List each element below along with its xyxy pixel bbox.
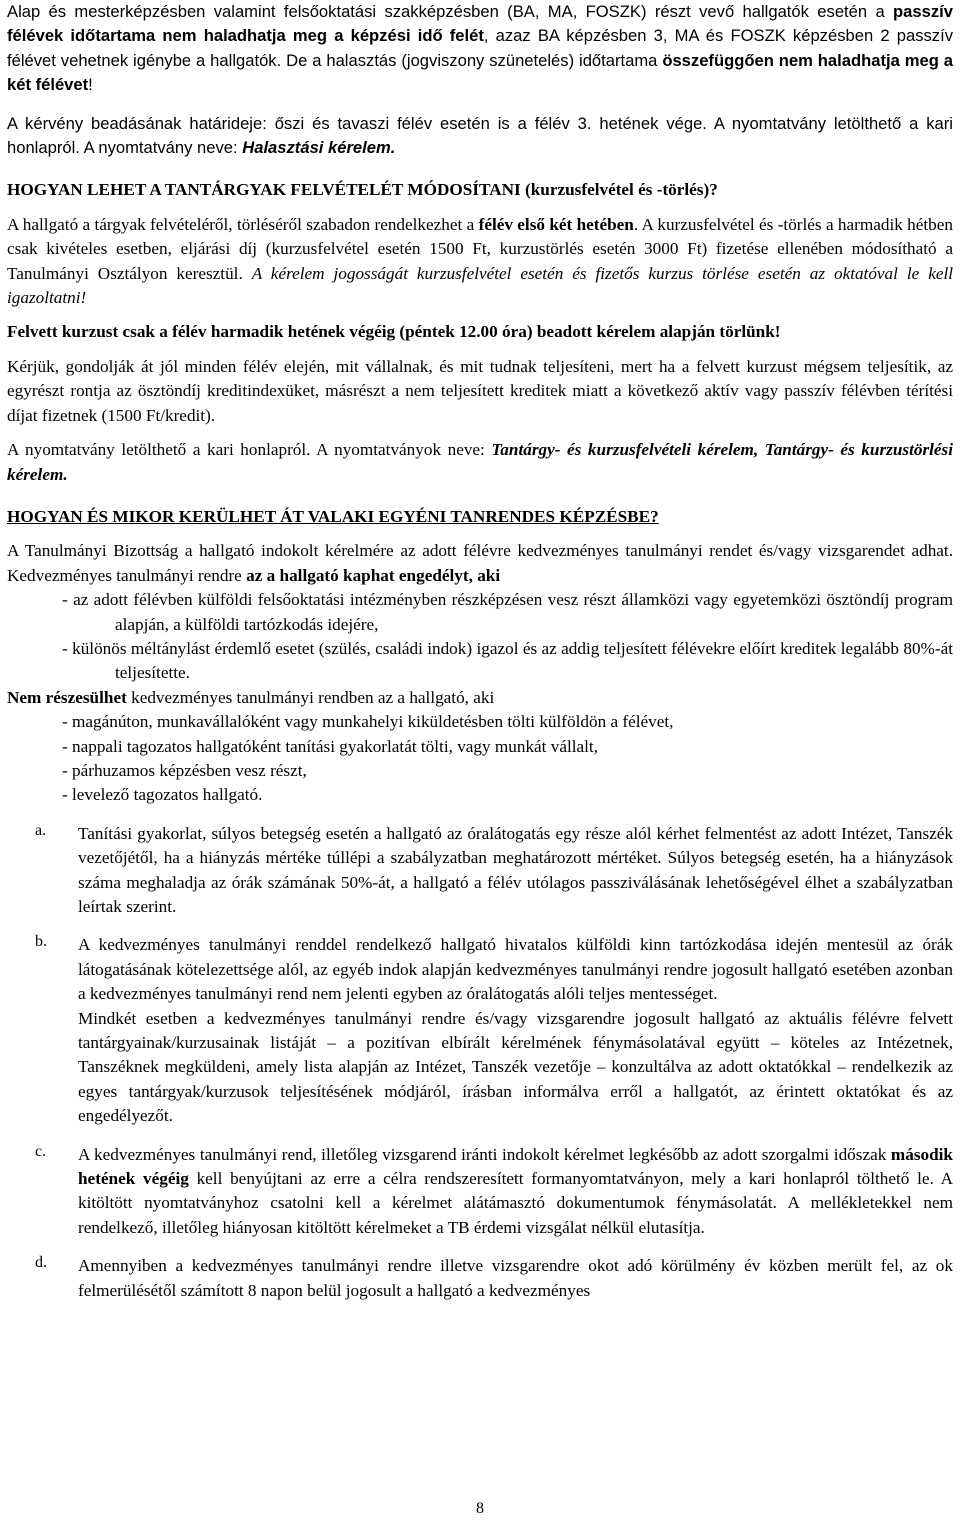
item-label: b.	[35, 933, 47, 951]
section-heading-individual-schedule: HOGYAN ÉS MIKOR KERÜLHET ÁT VALAKI EGYÉNI TANRENDES KÉPZÉSBE?	[7, 506, 659, 526]
list-item: - nappali tagozatos hallgatóként tanítási gyakorlatát tölti, vagy munkát vállalt,	[62, 736, 599, 756]
item-text: A kedvezményes tanulmányi rend, illetőleg vizsgarend iránti indokolt kérelmet legkésőbb az adott szorgalmi időszak második hetének végéig kell benyújtani az erre a célra rendszeresített formanyomtatványon, mely a kari honlapról tölthető le. A kitöltött nyomtatványhoz csatolni kell a kérelmet alátámasztó dokumentumok fénymásolatát. A mellékletekkel nem rendelkező, illetőleg hiányosan kitöltött kérelmeket a TB érdemi vizsgálat nélkül elutasítja.	[78, 1144, 953, 1237]
item-text: Mindkét esetben a kedvezményes tanulmányi rendre és/vagy vizsgarendre jogosult hallgató az aktuális félévre felvett tantárgyainak/kurzusainak listáját – a pozitívan elbírált kérelmének fénymásolatával együtt – köteles az Intézetnek, Tanszéknek megküldeni, amely lista alapján az Intézet, Tanszék vezetője – konzultálva az adott oktatókkal – rendelkezik az egyes tantárgyak/kurzusok teljesítésének módjáról, írásban informálva erről a hallgatót, az érintett oktatókat és az engedélyezőt.	[78, 1008, 953, 1126]
form-names-course: Tantárgy- és kurzusfelvételi kérelem, Tantárgy- és kurzustörlési kérelem.	[7, 440, 954, 484]
individual-schedule-paragraph: A Tanulmányi Bizottság a hallgató indokolt kérelmére az adott félévre kedvezményes tanulmányi rendet és/vagy vizsgarendet adhat. Kedvezményes tanulmányi rendre az a hallgató kaphat engedélyt, aki	[7, 541, 953, 585]
document-page	[7, 0, 953, 1303]
item-d	[7, 1254, 953, 1303]
deadline-paragraph: A kérvény beadásának határideje: őszi és tavaszi félév esetén is a félév 3. hetének vége. A nyomtatvány letölthető a kari honlapról. A nyomtatvány neve: Halasztási kérelem.	[7, 113, 953, 158]
passive-limit: passzív félévek időtartama nem haladhatja meg a képzési idő felét	[7, 2, 953, 46]
forms-paragraph: A nyomtatvány letölthető a kari honlapról. A nyomtatványok neve: Tantárgy- és kurzusfelvételi kérelem, Tantárgy- és kurzustörlési kérelem.	[7, 440, 954, 484]
item-label: c.	[35, 1142, 47, 1160]
page-number: 8	[476, 1500, 484, 1517]
item-text: Tanítási gyakorlat, súlyos betegség esetén a hallgató az óralátogatás egy része alól kérhet felmentést az adott Intézet, Tanszék vezetőjétől, ha a hiányzás mértéke túllépi a szabályzatban meghatározott mértéket. Súlyos betegség esetén, ha a hiányzások száma meghaladja az órák számának 50%-át, a hallgató a félév utólagos passziválásának lehetőségével élhet a szabályzatban leírtak szerint.	[78, 823, 953, 916]
section-heading-course-modification: HOGYAN LEHET A TANTÁRGYAK FELVÉTELÉT MÓDOSÍTANI (kurzusfelvétel és -törlés)?	[7, 180, 718, 200]
list-item: - párhuzamos képzésben vesz részt,	[62, 760, 307, 780]
item-text: Amennyiben a kedvezményes tanulmányi rendre illetve vizsgarendre okot adó körülmény év közben merült fel, az ok felmerülésétől számított 8 napon belül jogosult a hallgató a kedvezményes	[78, 1256, 953, 1300]
passive-detail: , azaz BA képzésben 3, MA és FOSZK képzésben 2 passzív félévet vehetnek igénybe a hallgatók. De a halasztás (jogviszony szünetelés) időtartama	[7, 26, 953, 70]
item-a	[7, 822, 953, 920]
list-item: - az adott félévben külföldi felsőoktatási intézményben részképzésen vesz részt államközi vagy egyetemközi ösztöndíj program alapján, a külföldi tartózkodás idejére,	[62, 590, 953, 634]
item-text: A kedvezményes tanulmányi renddel rendelkező hallgató hivatalos külföldi kinn tartózkodása idején mentesül az órák látogatásának kötelezettsége alól, az egyéb indok alapján kedvezményes tanulmányi rendre jogosult hallgató esetében azonban a kedvezményes tanulmányi rend nem jelenti egyben az óralátogatás alóli teljes mentességet.	[78, 935, 953, 1004]
item-b	[7, 933, 953, 1128]
list-item: - különös méltánylást érdemlő esetet (szülés, családi indok) igazol és az addig teljesített félévekre előírt kreditek legalább 80%-át teljesítette.	[62, 638, 953, 683]
list-item: - magánúton, munkavállalóként vagy munkahelyi kiküldetésben tölti külföldön a félévet,	[62, 712, 674, 732]
not-eligible-paragraph: Nem részesülhet kedvezményes tanulmányi rendben az a hallgató, aki	[7, 687, 495, 707]
deferral-limit: összefüggően nem haladhatja meg a két félévet	[7, 50, 953, 95]
item-label: a.	[35, 821, 47, 839]
list-item: - levelező tagozatos hallgató.	[62, 785, 263, 805]
item-label: d.	[35, 1254, 47, 1272]
form-name-deferral: Halasztási kérelem.	[242, 138, 396, 158]
course-modification-paragraph: A hallgató a tárgyak felvételéről, törléséről szabadon rendelkezhet a félév első két hetében. A kurzusfelvétel és -törlés a harmadik hétben csak kivételes esetben, eljárási díj (kurzusfelvétel esetén 1500 Ft, kurzustörlés esetén 3000 Ft) fizetése ellenében módosítható a Tanulmányi Osztályon keresztül. A kérelem jogosságát kurzusfelvétel esetén és fizetős kurzus törlése esetén az oktatóval le kell igazoltatni!	[7, 214, 954, 308]
passive-intro: Alap és mesterképzésben valamint felsőoktatási szakképzésben (BA, MA, FOSZK) részt vevő hallgatók esetén a	[7, 2, 894, 21]
course-drop-deadline-paragraph: Felvett kurzust csak a félév harmadik hetének végéig (péntek 12.00 óra) beadott kérelem alapján törlünk!	[7, 322, 781, 342]
passive-semester-paragraph: Alap és mesterképzésben valamint felsőoktatási szakképzésben (BA, MA, FOSZK) részt vevő hallgatók esetén a passzív félévek időtartama nem haladhatja meg a képzési idő felét, azaz BA képzésben 3, MA és FOSZK képzésben 2 passzív félévet vehetnek igénybe a hallgatók. De a halasztás (jogviszony szünetelés) időtartama összefüggően nem haladhatja meg a két félévet!	[7, 2, 953, 95]
advice-paragraph: Kérjük, gondolják át jól minden félév elején, mit vállalnak, és mit tudnak teljesíteni, mert ha a felvett kurzust mégsem teljesítik, az egyrészt rontja az ösztöndíj kreditindexüket, másrészt a nem teljesített kreditek miatt a következő aktív vagy passzív félévben térítési díjat fizetnek (1500 Ft/kredit).	[7, 356, 953, 425]
item-c	[7, 1143, 953, 1241]
